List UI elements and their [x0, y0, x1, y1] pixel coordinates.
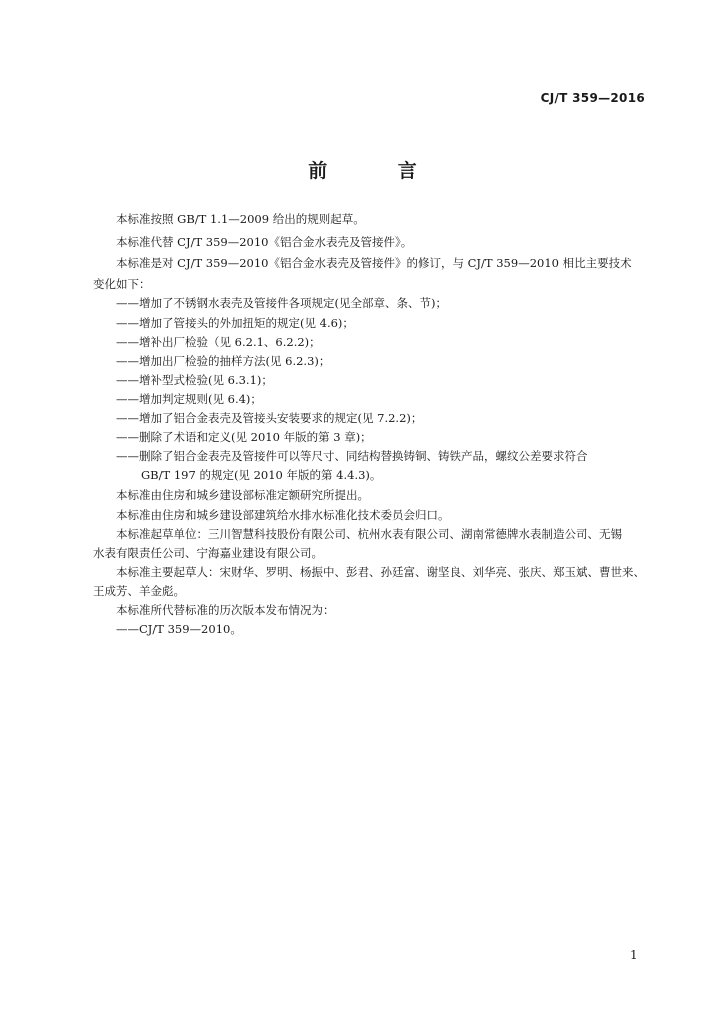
paragraph-line: 本标准所代替标准的历次版本发布情况为：	[116, 603, 335, 617]
paragraph-line: 王成芳、羊金彪。	[93, 584, 185, 598]
paragraph-line: 本标准主要起草人：宋财华、罗明、杨振中、彭君、孙廷富、谢坚良、刘华亮、张庆、郑玉斌、曹世来、	[116, 565, 645, 579]
list-item: ——增加出厂检验的抽样方法(见 6.2.3)；	[116, 354, 331, 368]
paragraph-line: 本标准由住房和城乡建设部建筑给水排水标准化技术委员会归口。	[116, 508, 450, 522]
list-item: ——增加判定规则(见 6.4)；	[116, 392, 262, 406]
paragraph-line: 本标准代替 CJ/T 359—2010《铝合金水表壳及管接件》。	[116, 235, 413, 249]
paragraph-line: 本标准起草单位：三川智慧科技股份有限公司、杭州水表有限公司、湖南常德牌水表制造公司、无锡	[116, 527, 622, 541]
paragraph-line: 变化如下：	[93, 277, 151, 291]
list-item: ——CJ/T 359—2010。	[116, 622, 242, 636]
list-item: ——删除了铝合金表壳及管接件可以等尺寸、同结构替换铸铜、铸铁产品，螺纹公差要求符合	[116, 449, 588, 463]
list-item-continuation: GB/T 197 的规定(见 2010 年版的第 4.4.3)。	[141, 468, 382, 482]
paragraph-line: 水表有限责任公司、宁海嘉业建设有限公司。	[93, 546, 323, 560]
list-item: ——增补出厂检验（见 6.2.1、6.2.2)；	[116, 335, 321, 349]
page-title: 前 言	[308, 160, 449, 182]
paragraph-line: 本标准由住房和城乡建设部标准定额研究所提出。	[116, 488, 369, 502]
paragraph-line: 本标准是对 CJ/T 359—2010《铝合金水表壳及管接件》的修订，与 CJ/T 359—2010 相比主要技术	[116, 256, 632, 270]
list-item: ——增加了管接头的外加扭矩的规定(见 4.6)；	[116, 316, 354, 330]
list-item: ——增补型式检验(见 6.3.1)；	[116, 373, 273, 387]
list-item: ——删除了术语和定义(见 2010 年版的第 3 章)；	[116, 430, 372, 444]
list-item: ——增加了不锈钢水表壳及管接件各项规定(见全部章、条、节)；	[116, 296, 447, 310]
list-item: ——增加了铝合金表壳及管接头安装要求的规定(见 7.2.2)；	[116, 411, 423, 425]
page-number: 1	[630, 948, 638, 962]
standard-code-header: CJ/T 359—2016	[540, 91, 645, 105]
paragraph-line: 本标准按照 GB/T 1.1—2009 给出的规则起草。	[116, 212, 365, 226]
